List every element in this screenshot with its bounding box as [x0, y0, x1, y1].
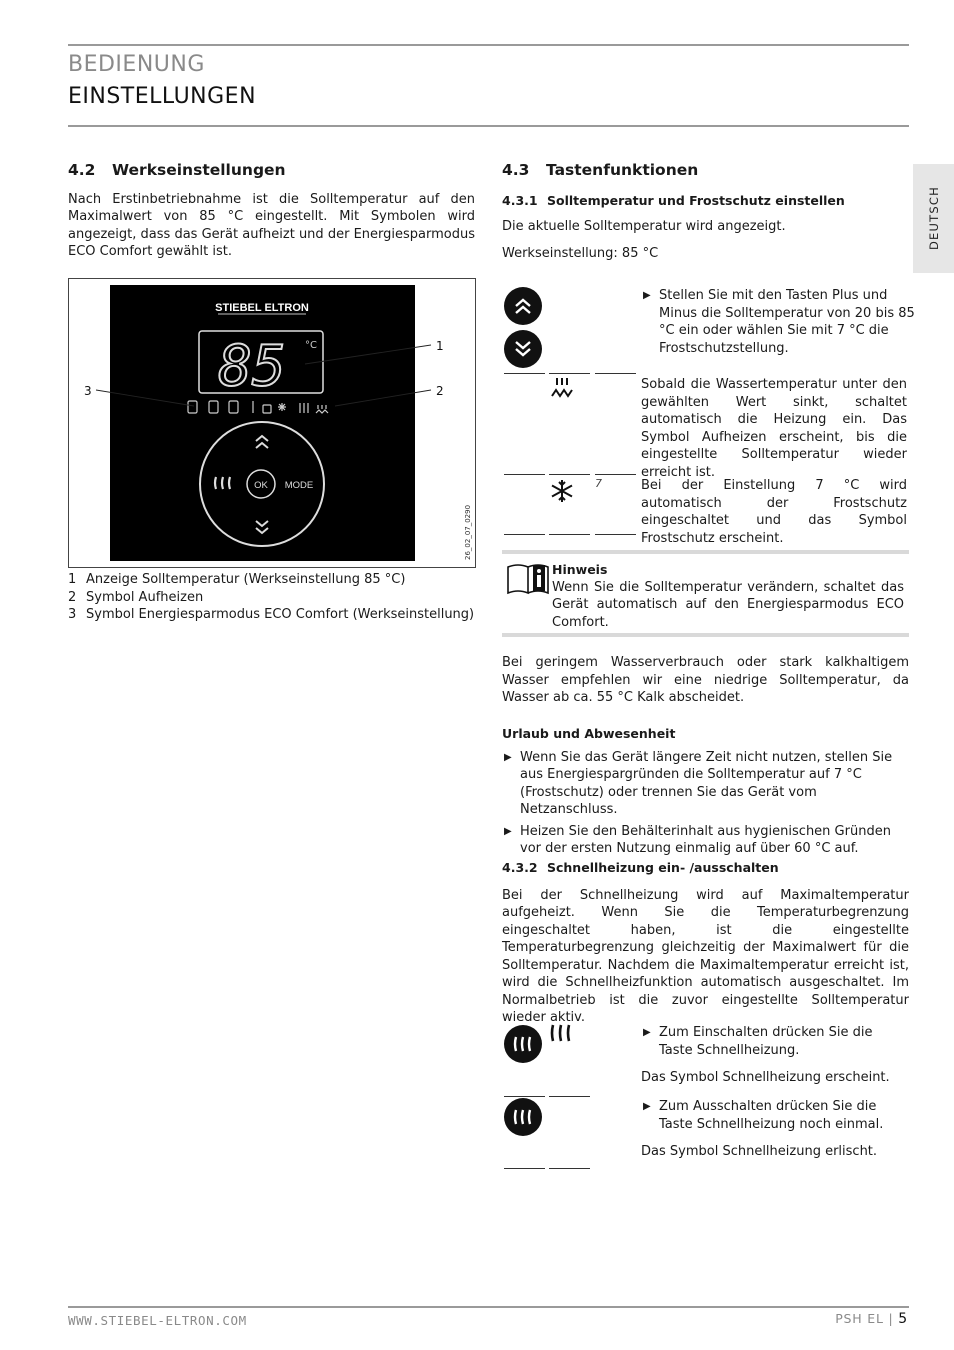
callout-2: 2 [436, 384, 444, 398]
page-number: 5 [898, 1311, 908, 1327]
display-digits: 85 [218, 334, 286, 399]
instruction-bullet: ▶ Zum Einschalten drücken Sie die Taste Schnellheizung. [641, 1024, 909, 1059]
paragraph: Werkseinstellung: 85 °C [502, 245, 659, 261]
top-rule [68, 44, 909, 46]
callout-3: 3 [84, 384, 92, 398]
rapid-heat-off [641, 1098, 909, 1161]
instruction-bullet: ▶ Zum Ausschalten drücken Sie die Taste Schnellheizung noch einmal. [641, 1098, 909, 1133]
mode-label: MODE [284, 480, 314, 491]
svg-text:OK: OK [254, 480, 268, 491]
minus-button-icon [504, 330, 542, 368]
paragraph: Die aktuelle Solltemperatur wird angezeigt. [502, 219, 786, 234]
rapid-heat-on [641, 1024, 909, 1087]
section-4-3-2 [502, 859, 909, 1027]
result-text: Das Symbol Schnellheizung erscheint. [641, 1070, 890, 1085]
hint-text: Wenn Sie die Solltemperatur verändern, schaltet das Gerät automatisch auf den Energiesparmodus ECO Comfort. [552, 579, 904, 630]
vacation-bullet: ▶ Heizen Sie den Behälterinhalt aus hygienischen Gründen vor der ersten Nutzung einmalig auf über 60 °C auf. [502, 823, 909, 858]
figure-id: 26_02_07_0290 [464, 504, 472, 560]
section-heading: 4.3 Tastenfunktionen [502, 161, 699, 179]
caption-item: 3 Symbol Energiesparmodus ECO Comfort (Werkseinstellung) [68, 607, 475, 622]
vacation-heading: Urlaub und Abwesenheit [502, 726, 676, 741]
hint-box [552, 561, 904, 631]
subsection-heading: 4.3.2 Schnellheizung ein- /ausschalten [502, 860, 779, 875]
footer-url: WWW.STIEBEL-ELTRON.COM [68, 1313, 247, 1328]
footer-product: PSH EL | 5 [835, 1311, 908, 1327]
brand-logo: STIEBEL ELTRON [215, 302, 309, 314]
caption-item: 1 Anzeige Solltemperatur (Werkseinstellung 85 °C) [68, 572, 406, 587]
rapid-heat-button-icon [504, 1098, 542, 1136]
rapid-heat-button-icon [504, 1025, 542, 1063]
figure-callouts [68, 278, 476, 568]
vacation-section [502, 725, 909, 858]
info-book-icon [506, 561, 550, 601]
language-tab: DEUTSCH [913, 164, 954, 273]
callout-1: 1 [436, 339, 444, 353]
header-rule [68, 125, 909, 127]
heating-description: Sobald die Wassertemperatur unter den gewählten Wert sinkt, schaltet automatisch die Heizung ein. Das Symbol Aufheizen erscheint, bis die eingestellte Solltemperatur wieder erreicht ist. [641, 377, 907, 480]
hint-top-bar [502, 550, 909, 554]
footer-rule [68, 1306, 909, 1308]
heating-symbol-icon [550, 376, 578, 406]
figure-captions [68, 571, 488, 624]
subsection-heading: 4.3.1 Solltemperatur und Frostschutz einstellen [502, 192, 845, 208]
section-heading: 4.2 Werkseinstellungen [68, 161, 286, 179]
rapid-heat-paragraph: Bei der Schnellheizung wird auf Maximaltemperatur aufgeheizt. Wenn Sie die Temperaturbegrenzung eingeschaltet haben, ist die eingestellte Temperaturbegrenzung gleichzeitig der Maximalwert für die Solltemperatur. Nachdem die Maximaltemperatur erreicht ist, wird die Schnellheizfunktion automatisch ausgeschaltet. Im Normalbetrieb ist die zuvor eingestellte Solltemperatur wieder aktiv. [502, 887, 909, 1025]
frost-symbol-icon [549, 478, 575, 510]
svg-text:°C: °C [305, 340, 317, 351]
hint-bottom-bar [502, 633, 909, 637]
page-title: EINSTELLUNGEN [68, 84, 257, 109]
intro-paragraph: Nach Erstinbetriebnahme ist die Solltemperatur auf den Maximalwert von 85 °C eingestellt. Mit Symbolen wird angezeigt, dass das Gerät aufheizt und der Energiesparmodus ECO Comfort gewählt ist. [68, 191, 475, 259]
plus-button-icon [504, 287, 542, 325]
result-text: Das Symbol Schnellheizung erlischt. [641, 1144, 878, 1159]
frost-description: Bei der Einstellung 7 °C wird automatisch der Frostschutz eingeschaltet und das Symbol Frostschutz erscheint. [641, 478, 907, 546]
limescale-paragraph: Bei geringem Wasserverbrauch oder stark kalkhaltigem Wasser empfehlen wir eine niedrige Solltemperatur, da Wasser ab ca. 55 °C Kalk abscheidet. [502, 655, 909, 705]
hint-title: Hinweis [552, 562, 608, 577]
chapter-title: BEDIENUNG [68, 52, 205, 77]
instruction-plus-minus: ▶ Stellen Sie mit den Tasten Plus und Minus die Solltemperatur von 20 bis 85 °C ein oder wählen Sie mit 7 °C die Frostschutzstellung. [641, 287, 927, 357]
section-4-2 [68, 162, 475, 261]
vacation-bullet: ▶ Wenn Sie das Gerät längere Zeit nicht nutzen, stellen Sie aus Energiespargründen die Solltemperatur auf 7 °C (Frostschutz) oder trennen Sie das Gerät vom Netzanschluss. [502, 749, 909, 819]
section-4-3 [502, 162, 909, 262]
segment-seven: 7 [595, 477, 602, 490]
caption-item: 2 Symbol Aufheizen [68, 589, 204, 605]
rapid-heat-symbol-icon [549, 1022, 577, 1052]
